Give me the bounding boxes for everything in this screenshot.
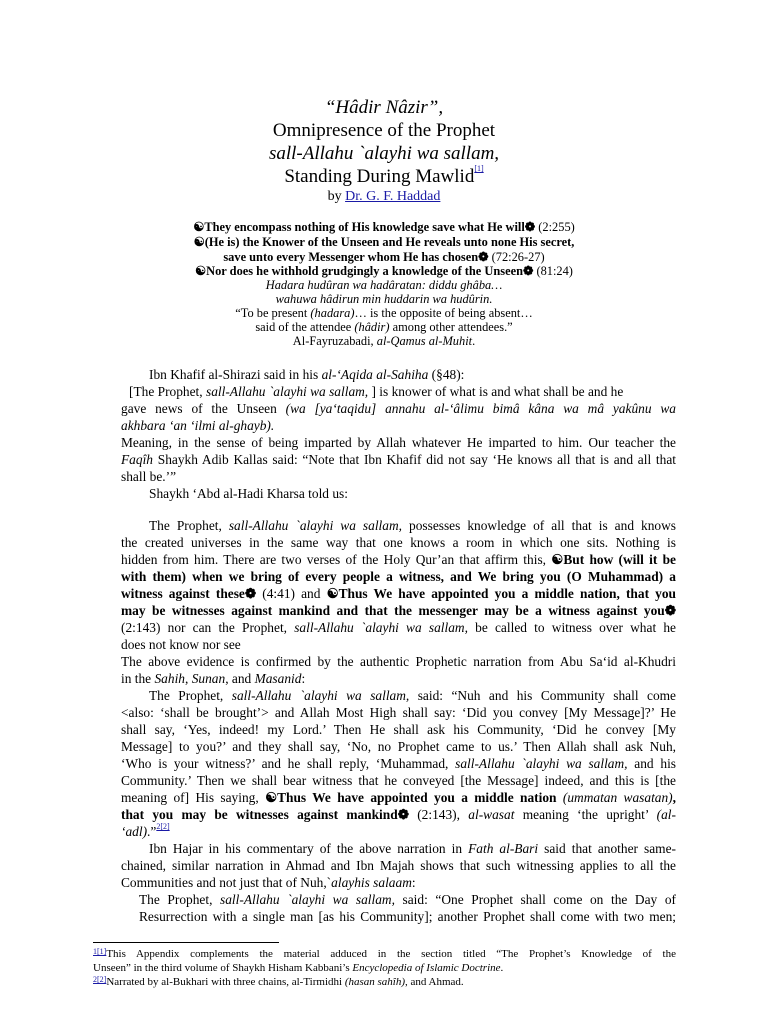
- footnote-ref-2[interactable]: [156, 822, 169, 831]
- book-title: Encyclopedia of Islamic Doctrine: [352, 961, 501, 974]
- text-run: said that another same-: [538, 841, 676, 856]
- quote-1-term: (hadara): [310, 306, 355, 320]
- text-run: The Prophet,: [149, 688, 232, 703]
- verse-text: that you may be witnesses against mankind: [121, 807, 398, 822]
- salutation: sall-Allahu `alayhi wa sallam,: [205, 384, 369, 399]
- quote-2-term: (hâdir): [354, 320, 390, 334]
- footnote-2-marker[interactable]: [93, 975, 106, 984]
- quote-1-line-7: [121, 619, 676, 636]
- epigraph-verse-2a: [150, 235, 618, 250]
- quote-block-2: [121, 687, 676, 925]
- salutation: sall-Allahu `alayhi wa sallam,: [228, 518, 402, 533]
- source-author: Al-Fayruzabadi,: [292, 334, 377, 348]
- verse-text: Thus We have appointed you a middle nation: [277, 790, 563, 805]
- byline: [0, 188, 768, 206]
- epigraph-quote-2: [150, 320, 618, 335]
- close-verse-glyph: ❁: [478, 250, 489, 264]
- text-run: hidden from him. There are two verses of the Holy Qur’an that affirm this,: [121, 552, 552, 567]
- quote-1-line-4: [121, 568, 676, 585]
- verse-1-ref: (2:255): [535, 220, 575, 234]
- text-run: in the: [121, 671, 155, 686]
- salutation: alayhis salaam: [331, 875, 412, 890]
- text-run: The Prophet,: [139, 892, 221, 907]
- quote-2-line-6: Community.’ Then we shall bear witness that he conveyed [the Message] indeed, and this is [the: [121, 773, 676, 788]
- text-run: said: “Nuh and his Community shall come: [409, 688, 677, 703]
- paragraph-3-line-1: Meaning, in the sense of being imparted by Allah whatever He imparted to him. Our teacher the: [121, 435, 676, 450]
- quote-1-line-2: the created universes in the same way that one knows a room in which one sits. Nothing is: [121, 535, 676, 550]
- quote-2-line-7: [121, 789, 676, 806]
- open-verse-glyph: ☯: [195, 264, 207, 278]
- close-verse-glyph: ❁: [524, 220, 536, 234]
- text-run: ] is knower of what is and what shall be and he: [368, 384, 624, 399]
- verse-text: But how (will it be: [563, 552, 676, 567]
- salutation: sall-Allahu `alayhi wa sallam,: [231, 688, 410, 703]
- text-run: .”: [147, 824, 157, 839]
- text-run: ‘Who is your witness?’ and he shall reply, ‘Muhammad,: [121, 756, 456, 771]
- quote-2-line-9: [121, 823, 676, 840]
- epigraph-quote-1: [150, 306, 618, 321]
- paragraph-6-line-1: [121, 840, 676, 857]
- verse-3-text: Nor does he withhold grudgingly a knowledge of the Unseen: [206, 264, 523, 278]
- salutation: sall-Allahu `alayhi wa sallam,: [455, 756, 628, 771]
- paragraph-1: [121, 366, 676, 383]
- verse-2-ref: (72:26-27): [488, 250, 545, 264]
- source-punct: .: [472, 334, 476, 348]
- open-verse-glyph: ☯: [193, 220, 205, 234]
- quote-2-line-3: shall say, ‘Yes, indeed! my Lord.’ Then He shall ask his Community, ‘Did he convey [My: [121, 722, 676, 737]
- verse-2a-text: (He is) the Knower of the Unseen and He reveals unto none His secret,: [204, 235, 575, 249]
- paragraph-2-line-2: [121, 400, 676, 417]
- verse-text: may be witnesses against mankind and that the messenger may be a witness against you: [121, 603, 665, 618]
- open-verse-glyph: ☯: [193, 235, 205, 249]
- text-run: be called to witness over what he: [467, 620, 677, 635]
- quote-1-line-8: does not know nor see: [121, 637, 241, 652]
- quote-3-line-2: Resurrection with a single man [as his Community]; another Prophet shall come with two men;: [139, 909, 676, 924]
- epigraph-arabic-1: Hadara hudûran wa hadâratan: diddu ghâba…: [265, 278, 503, 292]
- verse-text: ,: [672, 790, 676, 805]
- verse-1-text: They encompass nothing of His knowledge save what He will: [204, 220, 525, 234]
- close-verse-glyph: ❁: [244, 586, 257, 601]
- text-run: Narrated by al-Bukhari with three chains, al-Tirmidhi: [106, 976, 345, 988]
- quote-2-line-8: [121, 806, 676, 823]
- text-run: (2:143) nor can the Prophet,: [121, 620, 295, 635]
- quote-1-line-5: [121, 585, 676, 602]
- quote-3-line-1: [121, 891, 676, 908]
- text-run: , and Ahmad.: [405, 976, 464, 988]
- term: (al-: [656, 807, 676, 822]
- verse-text: with them) when we bring of every people a witness, and We bring you (O Muhammad) a: [121, 569, 676, 584]
- title-line-4-text: Standing During Mawlid: [284, 166, 475, 187]
- text-run: :: [411, 875, 416, 890]
- salutation: sall-Allahu `alayhi wa sallam,: [294, 620, 468, 635]
- footnote-link-1[interactable]: [1]: [474, 164, 484, 173]
- book-title: Sahih: [154, 671, 185, 686]
- verse-2b-text: save unto every Messenger whom He has chosen: [223, 250, 479, 264]
- open-verse-glyph: ☯: [265, 790, 278, 805]
- title-line-4: [0, 165, 768, 188]
- paragraph-2-line-3: akhbara ‘an ‘ilmi al-ghayb).: [121, 418, 275, 433]
- verse-text: Thus We have appointed you a middle nation, that you: [338, 586, 677, 601]
- footnote-1-marker[interactable]: [93, 947, 106, 956]
- transliteration: (ummatan wasatan): [562, 790, 673, 805]
- term: Faqîh: [121, 452, 153, 467]
- text-run: The Prophet,: [149, 518, 229, 533]
- text-run: Ibn Khafif al-Shirazi said in his: [149, 367, 322, 382]
- grading: (hasan sahîh): [344, 976, 406, 988]
- text-run: Shaykh Adib Kallas said: “Note that Ibn Khafif did not say ‘He knows all that is and all that: [153, 452, 676, 467]
- author-link[interactable]: Dr. G. F. Haddad: [345, 189, 441, 204]
- text-run: meaning ‘the upright’: [514, 807, 657, 822]
- paragraph-3-line-2: [121, 451, 676, 468]
- close-verse-glyph: ❁: [397, 807, 409, 822]
- paragraph-6-line-3: [121, 874, 676, 891]
- byline-prefix: by: [327, 189, 346, 204]
- paragraph-2-line-1: [121, 383, 676, 400]
- quote-2-part: among other attendees.”: [389, 320, 513, 334]
- text-run: (2:143),: [408, 807, 469, 822]
- text-run: [The Prophet,: [129, 384, 206, 399]
- open-verse-glyph: ☯: [326, 586, 339, 601]
- title-line-2: Omnipresence of the Prophet: [272, 120, 496, 141]
- epigraph-source: [150, 334, 618, 349]
- footnote-2-backlink[interactable]: 2[2]: [93, 975, 107, 984]
- text-run: Communities and not just that of Nuh,`: [121, 875, 332, 890]
- text-run: (4:41) and: [256, 586, 327, 601]
- quote-1-line-1: [121, 517, 676, 534]
- source-title: al-Qamus al-Muhit: [376, 334, 473, 348]
- quote-1-part: … is the opposite of being absent…: [354, 306, 533, 320]
- text-run: Ibn Hajar in his commentary of the above narration in: [149, 841, 469, 856]
- paragraph-3-line-3: shall be.’”: [121, 469, 177, 484]
- close-verse-glyph: ❁: [522, 264, 534, 278]
- text-run: (§48):: [428, 367, 465, 382]
- quote-2-line-5: [121, 755, 676, 772]
- footnote-1-backlink[interactable]: 1[1]: [93, 947, 107, 956]
- epigraph-arabic-2: wahuwa hâdirun min huddarin wa hudûrin.: [275, 292, 493, 306]
- footnote-divider: [93, 942, 279, 943]
- text-run: meaning of] His saying,: [121, 790, 266, 805]
- paragraph-6-line-2: chained, similar narration in Ahmad and Ibn Majah shows that such witnessing applies to all the: [121, 858, 676, 873]
- footnote-1-line-2: [93, 962, 676, 976]
- quote-1-part: “To be present: [235, 306, 311, 320]
- footnote-1: [93, 948, 676, 975]
- text-run: Unseen” in the third volume of Shaykh Hisham Kabbani’s: [93, 961, 353, 974]
- paragraph-5-line-2: [121, 670, 676, 687]
- epigraph-verse-2b: [150, 250, 618, 265]
- body-text: [121, 366, 676, 502]
- text-run: said: “One Prophet shall come on the Day of: [394, 892, 676, 907]
- text-run: possesses knowledge of all that is and knows: [402, 518, 676, 533]
- quote-2-line-4: Message] to you?’ and they shall say, ‘No, no Prophet came to us.’ Then Allah shall ask Nuh,: [121, 739, 676, 754]
- text-run: This Appendix complements the material adduced in the section titled “The Prophet’s Knowledge of the: [106, 948, 676, 960]
- footnote-1-line-1: [93, 948, 676, 962]
- transliteration: (wa [ya‘taqidu] annahu al-‘âlimu bimâ kâna wa mâ yakûnu wa: [285, 401, 676, 416]
- quote-1-line-3: [121, 551, 676, 568]
- book-title: Sunan: [191, 671, 226, 686]
- salutation: sall-Allahu `alayhi wa sallam,: [220, 892, 395, 907]
- text-run: ,: [185, 671, 192, 686]
- text-run: , and: [225, 671, 255, 686]
- quote-1-line-6: [121, 602, 676, 619]
- footnote-ref-1[interactable]: [474, 164, 483, 173]
- footnote-link-2[interactable]: 2[2]: [156, 822, 170, 831]
- quote-block-1: [121, 517, 676, 687]
- book-title: al-‘Aqida al-Sahiha: [321, 367, 429, 382]
- book-title: Masanid: [254, 671, 302, 686]
- epigraph-verse-3: [150, 264, 618, 279]
- paragraph-5-line-1: The above evidence is confirmed by the authentic Prophetic narration from Abu Sa‘id al-Khudri: [121, 654, 676, 669]
- verse-3-ref: (81:24): [533, 264, 573, 278]
- epigraph-verse-1: [150, 220, 618, 235]
- close-verse-glyph: ❁: [664, 603, 676, 618]
- paragraph-4: Shaykh ‘Abd al-Hadi Kharsa told us:: [149, 486, 348, 501]
- verse-text: witness against these: [121, 586, 245, 601]
- book-title: Fath al-Bari: [468, 841, 539, 856]
- open-verse-glyph: ☯: [551, 552, 564, 567]
- term: ‘adl): [121, 824, 148, 839]
- text-run: .: [500, 961, 504, 974]
- footnote-2: [93, 976, 676, 990]
- quote-2-line-2: <also: ‘shall be brought’> and Allah Most High shall say: ‘Did you convey [My Message]?’ He: [121, 705, 676, 720]
- term: al-wasat: [468, 807, 515, 822]
- title-line-3: sall-Allahu `alayhi wa sallam,: [268, 143, 500, 164]
- text-run: gave news of the Unseen: [121, 401, 286, 416]
- quote-2-part: said of the attendee: [255, 320, 355, 334]
- quote-2-line-1: [121, 687, 676, 704]
- text-run: and his: [627, 756, 677, 771]
- title-line-1: “Hâdir Nâzir”,: [324, 97, 444, 118]
- text-run: :: [301, 671, 306, 686]
